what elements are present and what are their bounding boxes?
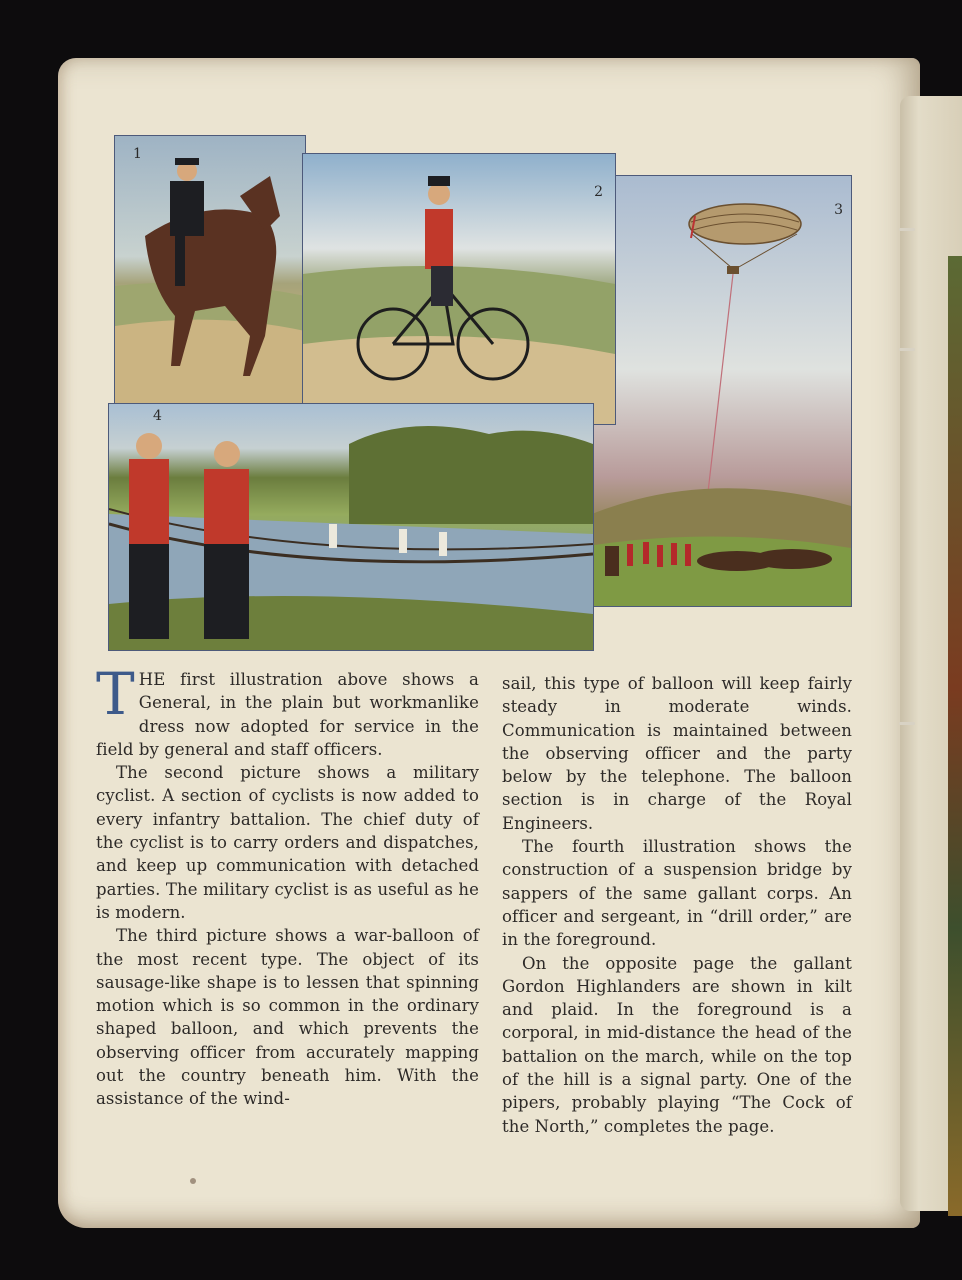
binding-stitch (899, 228, 915, 231)
paragraph: On the opposite page the gallant Gordon Highlanders are shown in kilt and plaid. In the foreground is a corporal, in mid-distance the head of the battalion on the march, while on the top of the hill is a signal party. One of the pipers, probably playing “The Cock of the North,” completes the page. (502, 953, 852, 1136)
paragraph: The third picture shows a war-balloon of the most recent type. The object of its sausage-like shape is to lessen that spinning motion which is so common in the ordinary shaped balloon, and which prevents the observing officer from accurately mapping out the country beneath him. With the assistance of the wind- (96, 926, 479, 1109)
balloon-scene (587, 176, 851, 606)
opposite-page-edge (900, 96, 962, 1211)
plate-number: 4 (153, 408, 162, 424)
binding-stitch (899, 348, 915, 351)
general-scene (115, 136, 305, 404)
plate-number: 2 (594, 184, 603, 200)
text-column-left (96, 660, 479, 1111)
bridge-scene (109, 404, 593, 650)
paragraph: THE first illustration above shows a General, in the plain but workmanlike dress now adopted for service in the field by general and staff officers. (96, 660, 479, 759)
illustration-general (114, 135, 306, 405)
cyclist-scene (303, 154, 615, 424)
paragraph: The fourth illustration shows the construction of a suspension bridge by sappers of the same gallant corps. An officer and sergeant, in “drill order,” are in the foreground. (502, 837, 852, 950)
illustration-suspension-bridge (108, 403, 594, 651)
ink-smudge (190, 1178, 196, 1184)
illustration-cyclist (302, 153, 616, 425)
paragraph: sail, this type of balloon will keep fairly steady in moderate winds. Communication is maintained between the observing officer and the party below by the telephone. The balloon section is in charge of the Royal Engineers. (502, 674, 852, 833)
paragraph: The second picture shows a military cyclist. A section of cyclists is now added to every infantry battalion. The chief duty of the cyclist is to carry orders and dispatches, and keep up communication with detached parties. The military cyclist is as useful as he is modern. (96, 763, 479, 922)
binding-stitch (899, 722, 915, 725)
plate-number: 3 (834, 202, 843, 218)
illustration-war-balloon (586, 175, 852, 607)
text-column-right (502, 672, 852, 1138)
plate-number: 1 (133, 146, 142, 162)
opposite-page-illustration-edge (948, 256, 962, 1216)
dropcap: T (96, 660, 135, 728)
